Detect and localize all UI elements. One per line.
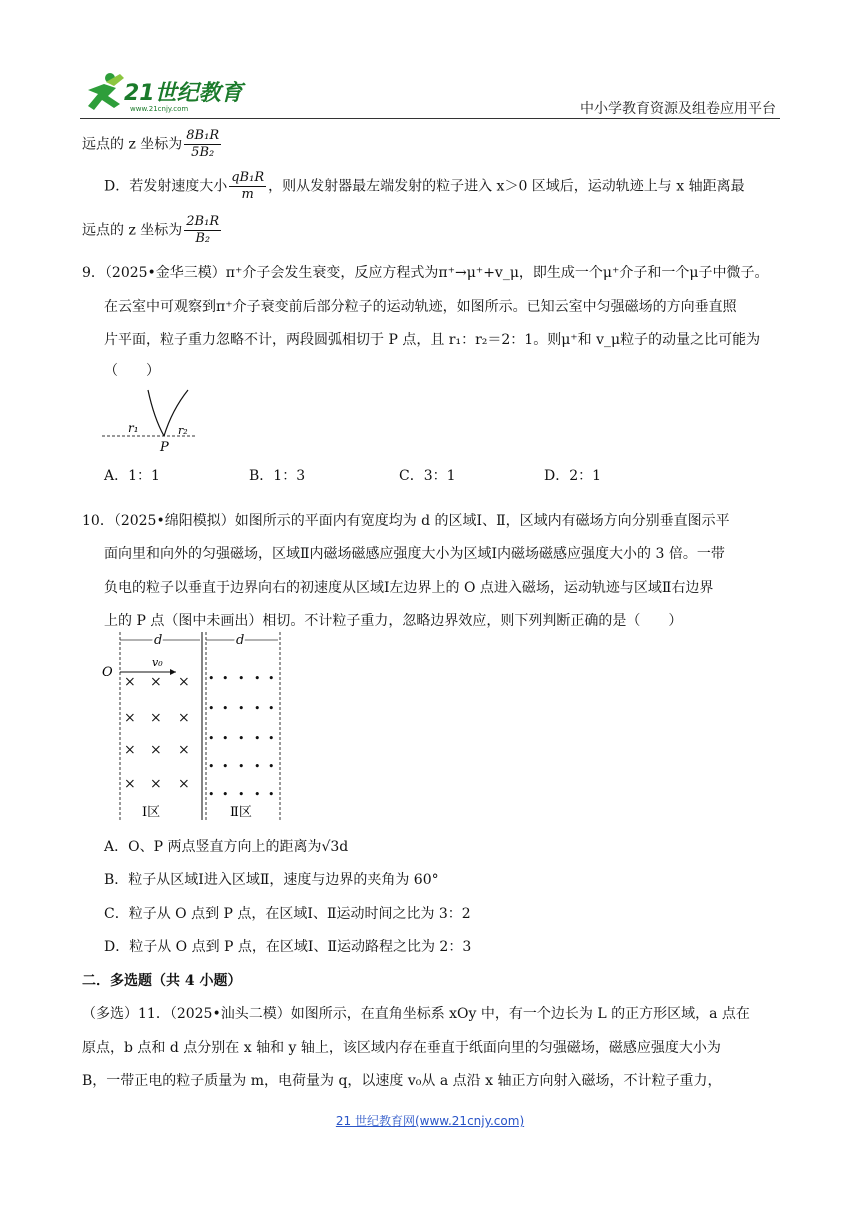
q9-option-a: A．1：1 — [104, 468, 160, 484]
svg-text:×: × — [124, 776, 136, 792]
svg-text:•: • — [222, 732, 229, 745]
q9-line-4: （ ） — [104, 363, 160, 379]
fraction: $\frac{\text{8B₁R}}{\text{5B₂}}$ — [186, 128, 220, 160]
svg-text:×: × — [178, 776, 190, 792]
q9-option-c: C．3：1 — [399, 468, 456, 484]
label-region-2: Ⅱ区 — [230, 805, 252, 820]
svg-text:•: • — [238, 788, 245, 801]
svg-text:×: × — [124, 674, 136, 690]
label-d1: d — [154, 633, 163, 648]
q11-line-1: （多选）11．（2025•汕头二模）如图所示，在直角坐标系 xOy 中，有一个边长为 L 的正方形区域，a 点在 — [82, 1006, 750, 1022]
section-title: 二．多选题（共 4 小题） — [82, 973, 242, 989]
svg-text:•: • — [208, 672, 215, 685]
q10-option-c: C．粒子从 O 点到 P 点，在区域Ⅰ、Ⅱ运动时间之比为 3：2 — [104, 906, 471, 922]
svg-text:•: • — [254, 788, 261, 801]
arrow-head — [170, 669, 176, 675]
svg-text:•: • — [238, 760, 245, 773]
svg-text:×: × — [178, 742, 190, 758]
q8-line-z1: 远点的 z 坐标为 $\frac{\text{8B₁R}}{\text{5B₂}}$ — [82, 128, 220, 160]
q9-line-1: 9．（2025•金华三模）π⁺介子会发生衰变，反应方程式为π⁺→μ⁺+v_μ，即生成一个μ⁺介子和一个μ子中微子。 — [82, 265, 769, 281]
label-d2: d — [236, 633, 245, 648]
svg-text:×: × — [150, 776, 162, 792]
svg-text:•: • — [254, 760, 261, 773]
q10-line-1: 10．（2025•绵阳模拟）如图所示的平面内有宽度均为 d 的区域Ⅰ、Ⅱ，区域内有磁场方向分别垂直图示平 — [82, 513, 730, 529]
svg-text:•: • — [208, 760, 215, 773]
runner-icon — [88, 73, 124, 110]
svg-text:•: • — [222, 788, 229, 801]
q9-line-3: 片平面，粒子重力忽略不计，两段圆弧相切于 P 点，且 r₁：r₂＝2：1。则μ⁺和 v_μ粒子的动量之比可能为 — [104, 332, 761, 348]
svg-text:•: • — [268, 760, 275, 773]
fraction: $\frac{\text{2B₁R}}{\text{B₂}}$ — [186, 214, 220, 246]
q9-line-2: 在云室中可观察到π⁺介子衰变前后部分粒子的运动轨迹，如图所示。已知云室中匀强磁场的方向垂直照 — [104, 299, 737, 315]
q10-line-2: 面向里和向外的匀强磁场，区域Ⅱ内磁场磁感应强度大小为区域Ⅰ内磁场磁感应强度大小的 3 倍。一带 — [104, 546, 725, 562]
q8-option-d: D．若发射速度大小 $\frac{\text{qB₁R}}{m}$ ，则从发射器最左端发射的粒子进入 x＞0 区域后，运动轨迹上与 x 轴距离最 — [104, 170, 745, 202]
svg-text:•: • — [254, 672, 261, 685]
logo-url: www.21cnjy.com — [130, 105, 189, 113]
svg-text:×: × — [178, 710, 190, 726]
label-v0: v₀ — [152, 656, 163, 669]
svg-text:•: • — [238, 732, 245, 745]
svg-text:•: • — [208, 732, 215, 745]
label-r1: r₁ — [128, 421, 139, 435]
label-o: O — [102, 665, 113, 680]
svg-text:•: • — [268, 788, 275, 801]
q9-figure — [100, 388, 200, 454]
svg-text:×: × — [150, 674, 162, 690]
svg-text:•: • — [268, 732, 275, 745]
svg-text:×: × — [178, 674, 190, 690]
q11-line-2: 原点，b 点和 d 点分别在 x 轴和 y 轴上，该区域内存在垂直于纸面向里的匀强磁场，磁感应强度大小为 — [82, 1040, 721, 1056]
site-logo — [80, 70, 250, 115]
svg-text:•: • — [238, 672, 245, 685]
label-r2: r₂ — [178, 424, 188, 437]
svg-text:•: • — [254, 702, 261, 715]
q10-line-3: 负电的粒子以垂直于边界向右的初速度从区域Ⅰ左边界上的 O 点进入磁场，运动轨迹与区域Ⅱ右边界 — [104, 580, 714, 596]
q9-option-d: D．2：1 — [544, 468, 602, 484]
label-p: P — [160, 440, 169, 454]
q10-figure — [96, 630, 292, 824]
header-divider — [80, 118, 780, 119]
svg-text:•: • — [222, 702, 229, 715]
svg-text:•: • — [254, 732, 261, 745]
q8-line-z2: 远点的 z 坐标为 $\frac{\text{2B₁R}}{\text{B₂}}$ — [82, 214, 220, 246]
svg-text:•: • — [208, 702, 215, 715]
q11-line-3: B，一带正电的粒子质量为 m，电荷量为 q，以速度 v₀从 a 点沿 x 轴正方向射入磁场，不计粒子重力， — [82, 1073, 722, 1089]
q10-line-4: 上的 P 点（图中未画出）相切。不计粒子重力，忽略边界效应，则下列判断正确的是（ ） — [104, 613, 683, 629]
svg-text:•: • — [222, 760, 229, 773]
svg-text:•: • — [268, 672, 275, 685]
q10-option-b: B．粒子从区域Ⅰ进入区域Ⅱ，速度与边界的夹角为 60° — [104, 872, 439, 888]
svg-text:×: × — [124, 710, 136, 726]
logo-text: 21世纪教育 — [124, 81, 243, 106]
arc-r1 — [148, 390, 164, 436]
svg-text:•: • — [208, 788, 215, 801]
label-region-1: Ⅰ区 — [142, 805, 161, 820]
dot-field — [208, 672, 275, 801]
svg-text:•: • — [222, 672, 229, 685]
platform-name: 中小学教育资源及组卷应用平台 — [580, 101, 776, 117]
q10-option-a: A．O、P 两点竖直方向上的距离为√3d — [104, 839, 349, 855]
svg-text:•: • — [238, 702, 245, 715]
q9-option-b: B．1：3 — [249, 468, 306, 484]
svg-text:•: • — [268, 702, 275, 715]
svg-text:×: × — [150, 710, 162, 726]
q10-option-d: D．粒子从 O 点到 P 点，在区域Ⅰ、Ⅱ运动路程之比为 2：3 — [104, 939, 472, 955]
svg-text:×: × — [124, 742, 136, 758]
cross-field — [124, 674, 190, 792]
fraction: $\frac{\text{qB₁R}}{m}$ — [231, 170, 265, 202]
svg-text:×: × — [150, 742, 162, 758]
footer-link[interactable]: 21 世纪教育网(www.21cnjy.com) — [335, 1114, 525, 1128]
